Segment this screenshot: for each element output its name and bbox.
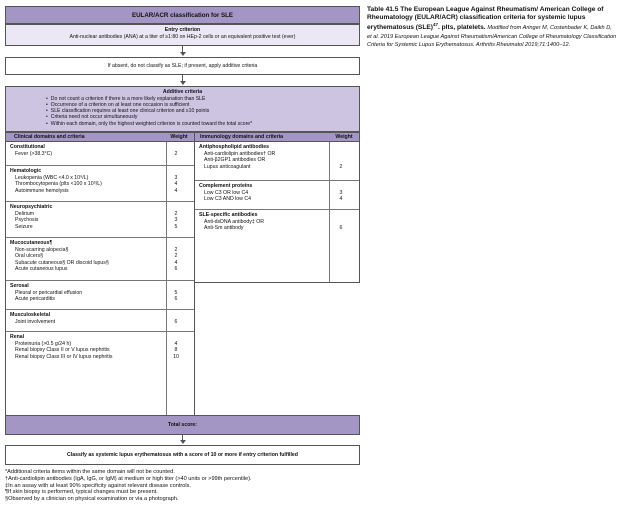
- criterion-weight: [326, 219, 356, 226]
- criterion: Non-scarring alopecia§: [15, 246, 69, 253]
- additive-list: [46, 96, 359, 127]
- caption-source: Modified from Aringer M, Costenbader K, Daikh D, et al. 2019 European League Against Rheumatism/American College of Rheumatology Classification Criteria for Systemic Lupus Erythematosus. Arthritis Rheumatol 2019;71:1400–12.: [367, 25, 617, 49]
- domain-title: Neuropsychiatric: [10, 204, 53, 210]
- criterion-weight: 8: [174, 347, 178, 354]
- domain-renal: [6, 331, 194, 360]
- caption-tail: . plts, platelets.: [437, 24, 486, 32]
- additive-bullet: • SLE classification requires at least one clinical criterion and ≥10 points: [46, 108, 359, 114]
- criterion: Anti-cardiolipin antibodies† OR: [204, 150, 276, 157]
- criterion: Pleural or pericardial effusion: [15, 289, 83, 296]
- domain-title: Serosal: [10, 283, 29, 289]
- arrow-down-icon: [182, 435, 183, 443]
- criterion-weight: 4: [174, 340, 178, 347]
- domain-title: Musculoskeletal: [10, 312, 51, 318]
- criterion: Delirium: [15, 210, 35, 217]
- additive-criteria-box: [5, 86, 360, 132]
- footnotes: [5, 469, 360, 503]
- clinical-column: [5, 141, 195, 416]
- entry-criterion-box: [5, 24, 360, 46]
- criterion: Renal biopsy Class II or V lupus nephritis: [15, 347, 110, 354]
- criterion: Oral ulcers§: [15, 253, 43, 260]
- domain-title: Hematologic: [10, 168, 42, 174]
- criterion: Leukopenia (WBC <4.0 x 10⁹/L): [15, 174, 89, 181]
- criterion: Acute cutaneous lupus: [15, 266, 68, 273]
- criterion: Anti-Sm antibody: [204, 225, 244, 232]
- absent-box: If absent, do not classify as SLE; if present, apply additive criteria: [5, 57, 360, 75]
- criterion-weight: 2: [339, 163, 343, 170]
- criterion-weight: 3: [339, 189, 343, 196]
- criterion: Anti-β2GP1 antibodies OR: [204, 157, 266, 164]
- weight-header: Weight: [335, 134, 353, 140]
- clinical-header-label: Clinical domains and criteria: [14, 134, 85, 140]
- criterion-weight: 2: [174, 253, 178, 260]
- criterion-weight: [326, 157, 356, 164]
- domain-complement: [195, 180, 359, 203]
- domain-constitutional: [6, 142, 194, 157]
- criterion: Fever (>38.3°C): [15, 150, 53, 157]
- criterion: Thrombocytopenia (plts <100 x 10⁹/L): [15, 181, 102, 188]
- criterion-weight: 3: [174, 174, 178, 181]
- domain-neuropsychiatric: [6, 201, 194, 230]
- criterion: Renal biopsy Class III or IV lupus nephritis: [15, 353, 113, 360]
- caption-ref: 47: [432, 22, 438, 28]
- criterion-weight: 2: [174, 246, 178, 253]
- criterion: Psychosis: [15, 217, 39, 224]
- criterion-weight: 5: [174, 223, 178, 230]
- domain-title: Renal: [10, 334, 25, 340]
- classify-box: Classify as systemic lupus erythematosus with a score of 10 or more if entry criterion fulfilled: [5, 445, 360, 465]
- footnote: *Additional criteria items within the same domain will not be counted.: [5, 469, 175, 475]
- criterion-weight: 2: [174, 150, 178, 157]
- footnote: §Observed by a clinician on physical examination or via a photograph.: [5, 496, 179, 503]
- criterion-weight: 6: [174, 296, 178, 303]
- criterion-weight: 5: [174, 289, 178, 296]
- domain-title: Complement proteins: [199, 183, 253, 189]
- additive-bullet: • Occurrence of a criterion on at least one occasion is sufficient: [46, 102, 359, 108]
- additive-title: Additive criteria: [162, 89, 203, 95]
- criteria-figure: [5, 6, 360, 526]
- domain-title: Antiphospholipid antibodies: [199, 144, 270, 150]
- table-caption: [367, 6, 617, 50]
- caption-title: Table 41.5 The European League Against Rheumatism/ American College of Rheumatology (EULAR/ACR) classification criteria for systemic lupus erythematosus (SLE): [367, 6, 604, 32]
- arrow-down-icon: [182, 75, 183, 84]
- additive-bullet: • Criteria need not occur simultaneously: [46, 114, 359, 120]
- domain-musculoskeletal: [6, 309, 194, 325]
- domain-title: Mucocutaneous¶: [10, 240, 53, 246]
- weight-header: Weight: [170, 134, 188, 140]
- domain-hematologic: [6, 165, 194, 194]
- domain-serosal: [6, 280, 194, 303]
- criterion-weight: 4: [174, 181, 178, 188]
- criterion-weight: 4: [339, 196, 343, 203]
- criterion: Acute pericarditis: [15, 296, 55, 303]
- footnote: †Anti-cardiolipin antibodies (IgA, IgG, or IgM) at medium or high titer (>40 units or >99th percentile).: [5, 475, 252, 482]
- immuno-column: [194, 141, 360, 283]
- domain-antiphospholipid: [195, 142, 359, 170]
- criterion-weight: 10: [173, 353, 179, 360]
- criterion: Low C3 AND low C4: [204, 196, 251, 203]
- criterion-weight: 4: [174, 259, 178, 266]
- arrow-down-icon: [182, 46, 183, 55]
- entry-title: Entry criterion: [164, 27, 201, 33]
- criterion: Subacute cutaneous§ OR discoid lupus§: [15, 259, 109, 266]
- domain-title: Constitutional: [10, 144, 45, 150]
- criterion: Joint involvement: [15, 318, 56, 325]
- criterion-weight: [326, 151, 356, 158]
- domain-title: SLE-specific antibodies: [199, 212, 258, 218]
- entry-text: Anti-nuclear antibodies (ANA) at a titer of ≥1:80 on HEp-2 cells or an equivalent positive test (ever): [69, 33, 296, 40]
- additive-bullet: • Do not count a criterion if there is a more likely explanation than SLE: [46, 96, 359, 102]
- footnote: ‡In an assay with at least 90% specificity against relevant disease controls.: [5, 482, 191, 489]
- domain-sle-specific: [195, 209, 359, 232]
- total-score-box: Total score:: [5, 415, 360, 435]
- criterion: Lupus anticoagulant: [204, 163, 251, 170]
- criterion-weight: 3: [174, 217, 178, 224]
- immuno-header-label: Immunology domains and criteria: [200, 134, 284, 140]
- criterion-weight: 4: [174, 187, 178, 194]
- criterion: Anti-dsDNA antibody‡ OR: [204, 218, 264, 225]
- criterion: Autoimmune hemolysis: [15, 187, 69, 194]
- criterion: Seizure: [15, 223, 33, 230]
- criterion-weight: 6: [339, 225, 343, 232]
- criterion: Proteinuria (>0.5 g/24 h): [15, 340, 72, 347]
- criterion: Low C3 OR low C4: [204, 189, 249, 196]
- criterion-weight: 6: [174, 318, 178, 325]
- footnote: ¶If skin biopsy is performed, typical changes must be present.: [5, 489, 158, 496]
- additive-bullet: • Within each domain, only the highest weighted criterion is counted toward the total score*: [46, 121, 359, 127]
- criterion-weight: 6: [174, 266, 178, 273]
- domain-mucocutaneous: [6, 237, 194, 273]
- criterion-weight: 2: [174, 210, 178, 217]
- figure-header: EULAR/ACR classification for SLE: [5, 6, 360, 24]
